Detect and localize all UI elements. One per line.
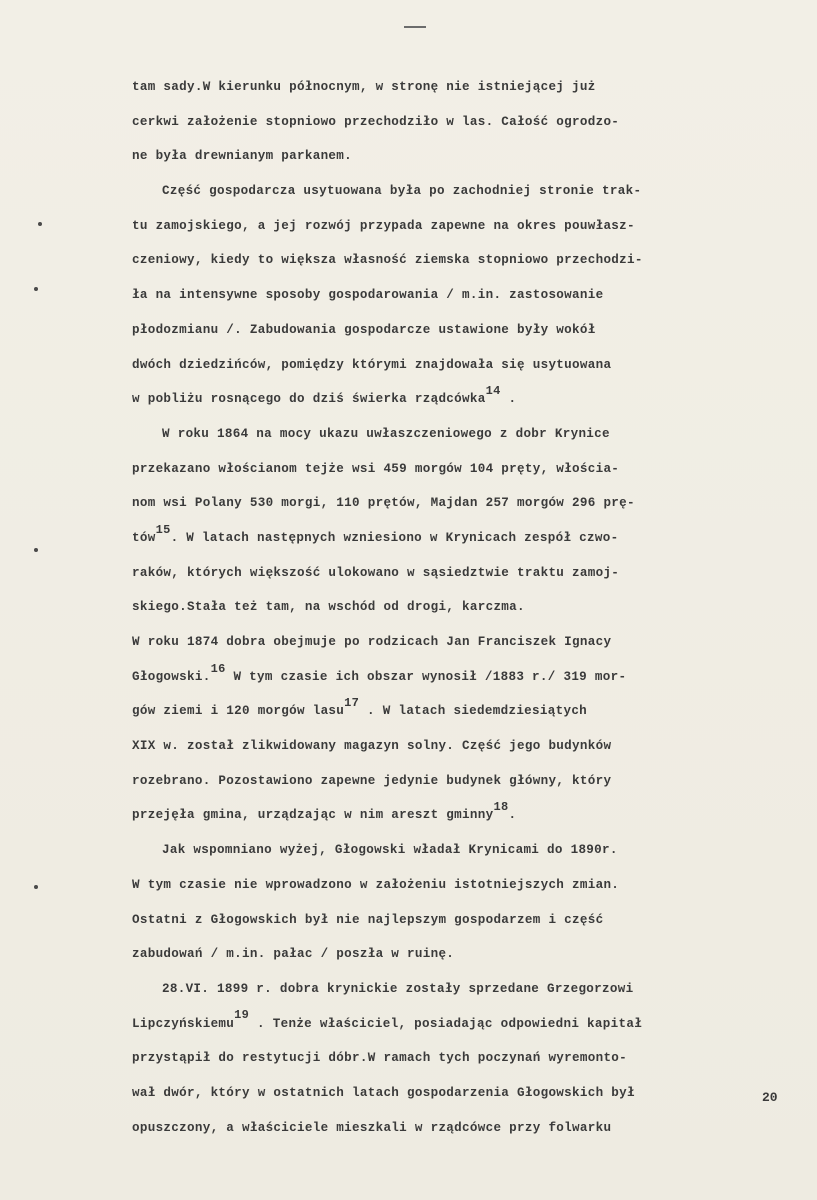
line-text: Część gospodarcza usytuowana była po zachodniej stronie trak- — [162, 184, 642, 199]
line-text: tów — [132, 530, 156, 545]
text-line — [132, 70, 792, 105]
line-text: gów ziemi i 120 morgów lasu — [132, 704, 345, 719]
text-line — [132, 1111, 792, 1146]
line-text: XIX w. został zlikwidowany magazyn solny. Część jego budynków — [132, 739, 612, 754]
text-line — [132, 243, 792, 278]
text-line — [132, 833, 792, 868]
footnote-marker: 14 — [485, 384, 501, 398]
text-line — [132, 417, 792, 452]
typed-text-body — [132, 70, 792, 1145]
text-line — [132, 348, 792, 383]
text-line — [132, 139, 792, 174]
text-line — [132, 382, 792, 417]
top-mark — [404, 26, 426, 28]
margin-dot — [34, 885, 38, 889]
line-text: W tym czasie nie wprowadzono w założeniu istotniejszych zmian. — [132, 877, 620, 892]
text-line — [132, 590, 792, 625]
line-text: rozebrano. Pozostawiono zapewne jedynie budynek główny, który — [132, 773, 612, 788]
margin-dot — [34, 287, 38, 291]
footnote-marker: 19 — [234, 1008, 250, 1023]
text-line — [132, 764, 792, 799]
footnote-marker: 15 — [155, 522, 171, 537]
line-text: Ostatni z Głogowskich był nie najlepszym gospodarzem i część — [132, 912, 604, 927]
line-text: skiego.Stała też tam, na wschód od drogi, karczma. — [132, 600, 525, 615]
line-text-after: . W latach siedemdziesiątych — [359, 704, 588, 719]
text-line — [132, 868, 792, 903]
line-text: przystąpił do restytucji dóbr.W ramach tych poczynań wyremonto- — [132, 1051, 628, 1066]
line-text-after: . — [500, 392, 517, 407]
line-text: ne była drewnianym parkanem. — [132, 149, 353, 164]
text-line — [132, 521, 792, 556]
line-text: 28.VI. 1899 r. dobra krynickie zostały sprzedane Grzegorzowi — [162, 981, 634, 996]
line-text: tu zamojskiego, a jej rozwój przypada zapewne na okres pouwłasz- — [132, 218, 635, 233]
text-line — [132, 452, 792, 487]
line-text: opuszczony, a właściciele mieszkali w rządcówce przy folwarku — [132, 1120, 612, 1135]
margin-dot — [38, 222, 42, 226]
text-line — [132, 486, 792, 521]
line-text-after: . — [508, 808, 517, 823]
text-line — [132, 972, 792, 1007]
line-text-after: . W latach następnych wzniesiono w Krynicach zespół czwo- — [170, 530, 619, 545]
footnote-marker: 17 — [344, 696, 360, 711]
text-line — [132, 903, 792, 938]
text-line — [132, 798, 792, 833]
line-text: ła na intensywne sposoby gospodarowania / m.in. zastosowanie — [132, 288, 604, 303]
line-text: wał dwór, który w ostatnich latach gospodarzenia Głogowskich był — [132, 1085, 635, 1100]
text-line — [132, 174, 792, 209]
text-line — [132, 1076, 792, 1111]
line-text: zabudowań / m.in. pałac / poszła w ruinę. — [132, 947, 455, 962]
page-number: 20 — [762, 1090, 778, 1105]
text-line — [132, 278, 792, 313]
text-line — [132, 1041, 792, 1076]
line-text: Jak wspomniano wyżej, Głogowski władał Krynicami do 1890r. — [162, 843, 618, 858]
line-text: w pobliżu rosnącego do dziś świerka rządcówka — [132, 392, 486, 407]
footnote-marker: 18 — [493, 800, 509, 815]
text-line — [132, 694, 792, 729]
line-text: czeniowy, kiedy to większa własność ziemska stopniowo przechodzi- — [132, 253, 643, 268]
line-text: Lipczyńskiemu — [132, 1016, 235, 1031]
text-line — [132, 660, 792, 695]
text-line — [132, 209, 792, 244]
margin-dot — [34, 548, 38, 552]
line-text-after: . Tenże właściciel, posiadając odpowiedni kapitał — [249, 1016, 643, 1031]
footnote-marker: 16 — [210, 661, 226, 676]
text-line — [132, 937, 792, 972]
line-text: przejęła gmina, urządzając w nim areszt gminny — [132, 808, 494, 823]
line-text: dwóch dziedzińców, pomiędzy którymi znajdowała się usytuowana — [132, 357, 612, 372]
text-line — [132, 625, 792, 660]
text-line — [132, 556, 792, 591]
text-line — [132, 1007, 792, 1042]
line-text: cerkwi założenie stopniowo przechodziło w las. Całość ogrodzo- — [132, 114, 620, 129]
line-text: W roku 1874 dobra obejmuje po rodzicach Jan Franciszek Ignacy — [132, 635, 612, 649]
line-text: nom wsi Polany 530 morgi, 110 prętów, Majdan 257 morgów 296 prę- — [132, 496, 635, 511]
line-text: przekazano włościanom tejże wsi 459 morgów 104 pręty, włościa- — [132, 461, 620, 476]
text-line — [132, 729, 792, 764]
text-line — [132, 105, 792, 140]
line-text: Głogowski. — [132, 669, 211, 684]
line-text: raków, których większość ulokowano w sąsiedztwie traktu zamoj- — [132, 565, 620, 580]
line-text: tam sady.W kierunku północnym, w stronę nie istniejącej już — [132, 80, 596, 94]
line-text: płodozmianu /. Zabudowania gospodarcze ustawione były wokół — [132, 322, 596, 337]
line-text: W roku 1864 na mocy ukazu uwłaszczeniowego z dobr Krynice — [162, 426, 610, 441]
text-line — [132, 313, 792, 348]
line-text-after: W tym czasie ich obszar wynosił /1883 r./ 319 mor- — [225, 669, 627, 684]
